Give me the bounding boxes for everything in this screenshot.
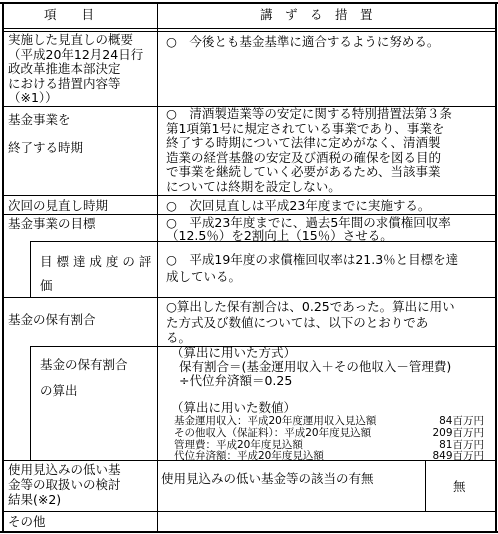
next-review-content: ○ 次回見直しは平成23年度までに実施する。 — [166, 198, 431, 213]
next-review-label: 次回の見直し時期 — [8, 198, 109, 213]
other-label: その他 — [8, 514, 46, 529]
indent-line-ratio — [30, 346, 31, 460]
row-line-9 — [2, 511, 496, 512]
low-use-answer: 無 — [453, 479, 466, 494]
indent-line-goal — [30, 241, 31, 297]
end-timing-content: ○ 清酒製造業等の安定に関する特別措置法第３条 第1項第1号に規定されている事業であり、事業を 終了する時期について法律に定めがなく、清酒製 造業の経営基盤の安定及び酒税の確保を図る目的 で事業を継続していく必要があるため、当該事業 については終期を設定しない。 — [166, 106, 452, 194]
low-use-content: 使用見込みの低い基金等の該当の有無 — [161, 471, 374, 486]
row-line-6 — [2, 297, 496, 298]
header-measure: 講 ず る 措 置 — [260, 7, 373, 22]
calc-label: 基金の保有割合 の算出 — [40, 357, 128, 398]
overview-label: 実施した見直しの概要 （平成20年12月24日行 政改革推進本部決定 における措置内容等 （※1）） — [8, 32, 144, 105]
border-left — [2, 2, 4, 533]
border-top — [0, 2, 498, 4]
calc-value-amount: 81百万円 — [439, 439, 484, 451]
calc-values-title: （算出に用いた数値） — [171, 400, 297, 415]
calc-value-amount: 84百万円 — [439, 415, 484, 427]
achievement-content: ○ 平成19年度の求償権回収率は21.3％と目標を達 成している。 — [166, 252, 459, 284]
calc-value-label: 管理費：平成20年度見込額 — [174, 439, 303, 451]
column-divider — [157, 2, 158, 532]
holding-ratio-label: 基金の保有割合 — [8, 312, 96, 327]
border-right — [495, 2, 497, 533]
calc-value-label: 基金運用収入：平成20年度運用収入見込額 — [174, 415, 377, 427]
border-bottom — [0, 531, 498, 533]
calc-method-title: （算出に用いた方式） — [171, 345, 297, 360]
calc-value-amount: 849百万円 — [432, 450, 484, 462]
calc-value-label: 代位弁済額：平成20年度見込額 — [174, 450, 324, 462]
goal-content: ○ 平成23年度までに、過去5年間の求償権回収率 （12.5％）を2割向上（15％）させる。 — [166, 215, 451, 243]
achievement-label: 目 標 達 成 度 の 評 価 — [40, 254, 152, 293]
holding-ratio-content: ○算出した保有割合は、0.25であった。算出に用い た方式及び数値については、以下のとおりであ る。 — [166, 299, 455, 345]
overview-content: ○ 今後とも基金基準に適合するように努める。 — [166, 34, 440, 49]
goal-label: 基金事業の目標 — [8, 216, 96, 231]
low-use-label: 使用見込みの低い基 金等の取扱いの検討 結果(※2) — [8, 462, 121, 507]
end-timing-label: 基金事業を 終了する時期 — [8, 112, 84, 155]
calc-value-amount: 209百万円 — [432, 427, 484, 439]
calc-formula: 保有割合＝(基金運用収入＋その他収入－管理費) ÷代位弁済額＝0.25 — [179, 359, 452, 388]
calc-value-label: その他収入（保証料）：平成20年度見込額 — [174, 427, 372, 439]
row-line-header — [2, 28, 496, 29]
row-line-3 — [2, 195, 496, 196]
header-item: 項 目 — [44, 7, 95, 22]
answer-divider — [425, 460, 426, 511]
